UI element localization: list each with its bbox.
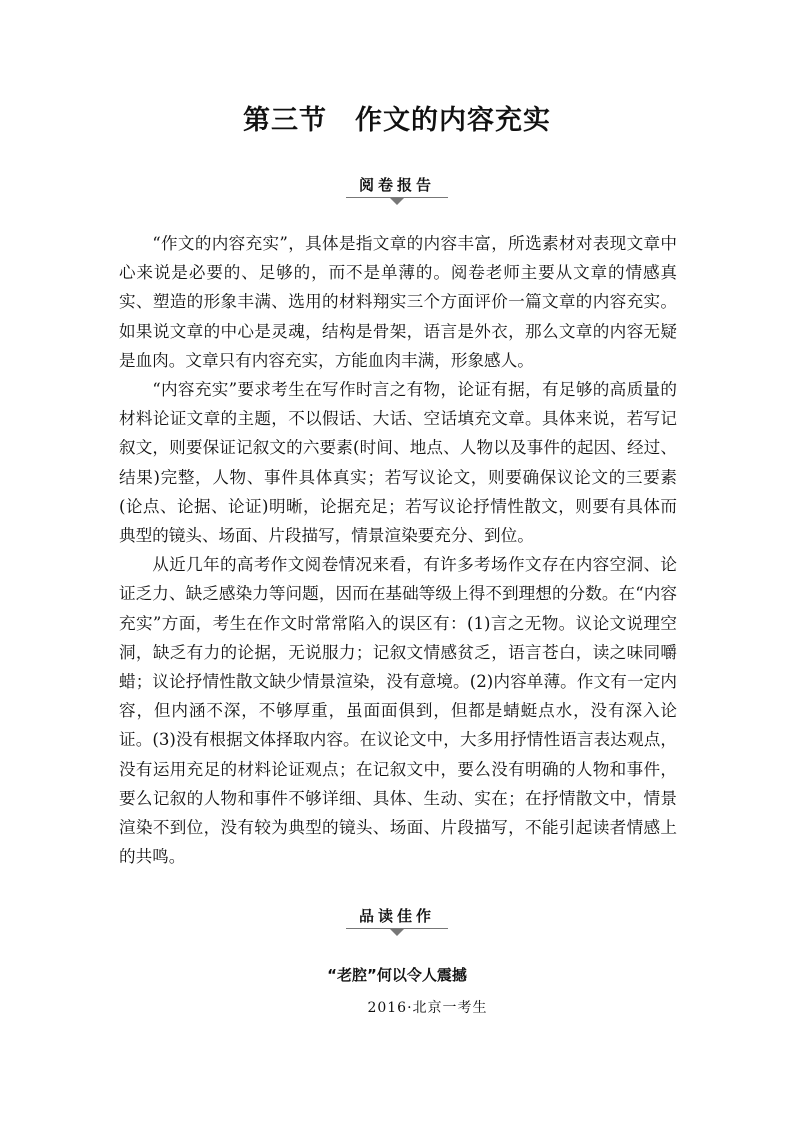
paragraph: “内容充实”要求考生在写作时言之有物，论证有据，有足够的高质量的材料论证文章的主题，不以假话、大话、空话填充文章。具体来说，若写记叙文，则要保证记叙文的六要素(时间、地点、人物以及事件的起因、经过、结果)完整，人物、事件具体真实；若写议论文，则要确保议论文的三要素(论点、论据、论证)明晰，论据充足；若写议论抒情性散文，则要有具体而典型的镜头、场面、片段描写，情景渲染要充分、到位。 [119, 380, 677, 546]
article-title: “老腔”何以令人震撼 [327, 966, 467, 984]
section-heading-label: 品读佳作 [358, 907, 435, 925]
section-heading-report [340, 176, 454, 205]
section-heading-reading [340, 907, 454, 936]
paragraph: 从近几年的高考作文阅卷情况来看，有许多考场作文存在内容空洞、论证乏力、缺乏感染力等问题，因而在基础等级上得不到理想的分数。在“内容充实”方面，考生在作文时常常陷入的误区有：(1)言之无物。议论文说理空洞，缺乏有力的论据，无说服力；记叙文情感贫乏，语言苍白，读之味同嚼蜡；议论抒情性散文缺少情景渲染，没有意境。(2)内容单薄。作文有一定内容，但内涵不深，不够厚重，虽面面俱到，但都是蜻蜓点水，没有深入论证。(3)没有根据文体择取内容。在议论文中，大多用抒情性语言表达观点，没有运用充足的材料论证观点；在记叙文中，要么没有明确的人物和事件，要么记叙的人物和事件不够详细、具体、生动、实在；在抒情散文中，情景渲染不到位，没有较为典型的镜头、场面、片段描写，不能引起读者情感上的共鸣。 [119, 555, 677, 867]
article-author: 2016·北京一考生 [367, 1000, 488, 1016]
page-title: 第三节 作文的内容充实 [243, 105, 551, 136]
heading-underline-arrow [340, 197, 454, 205]
section-heading-label: 阅卷报告 [358, 176, 435, 194]
paragraph: “作文的内容充实”，具体是指文章的内容丰富，所选素材对表现文章中心来说是必要的、足够的，而不是单薄的。阅卷老师主要从文章的情感真实、塑造的形象丰满、选用的材料翔实三个方面评价一篇文章的内容充实。如果说文章的中心是灵魂，结构是骨架，语言是外衣，那么文章的内容无疑是血肉。文章只有内容充实，方能血肉丰满，形象感人。 [119, 234, 677, 370]
heading-underline-arrow [340, 928, 454, 936]
report-body [119, 229, 677, 871]
